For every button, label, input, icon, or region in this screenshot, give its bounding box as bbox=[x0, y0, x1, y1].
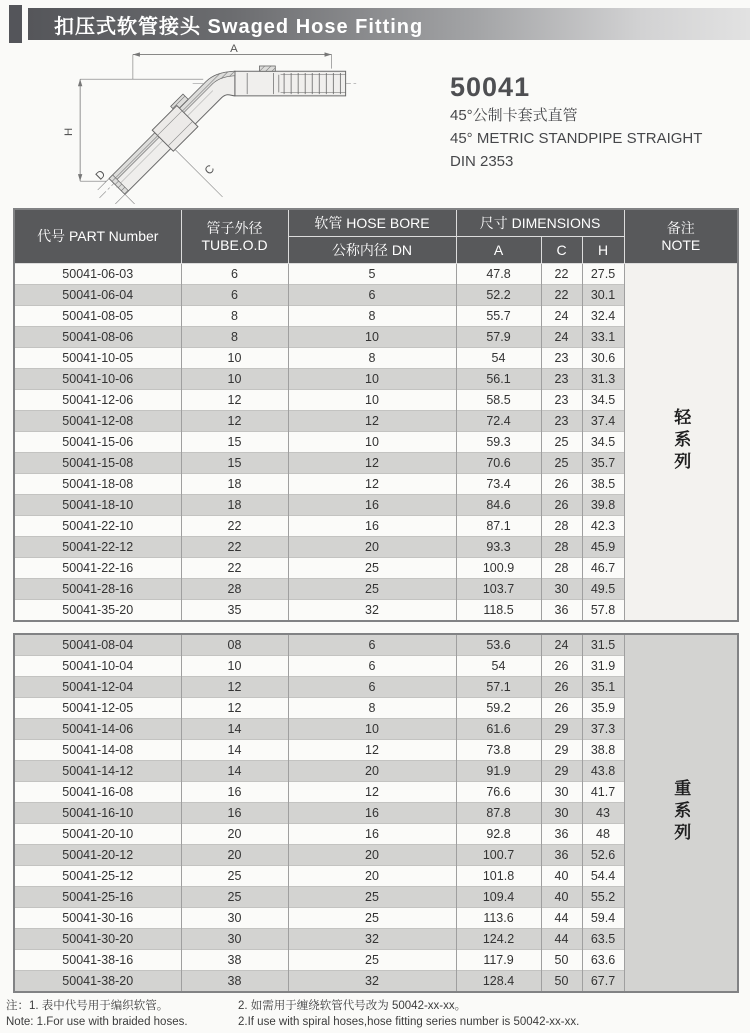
table-cell: 14 bbox=[181, 740, 288, 761]
table-cell: 16 bbox=[288, 516, 456, 537]
table-cell: 22 bbox=[181, 516, 288, 537]
table-cell: 50041-14-12 bbox=[14, 761, 181, 782]
table-cell: 6 bbox=[181, 285, 288, 306]
table-cell: 50041-38-16 bbox=[14, 950, 181, 971]
table-cell: 55.7 bbox=[456, 306, 541, 327]
col-header-tube-od bbox=[181, 209, 288, 264]
table-cell: 117.9 bbox=[456, 950, 541, 971]
table-cell: 31.3 bbox=[582, 369, 624, 390]
table-header bbox=[14, 209, 738, 264]
table-cell: 20 bbox=[181, 845, 288, 866]
table-cell: 42.3 bbox=[582, 516, 624, 537]
table-cell: 20 bbox=[181, 824, 288, 845]
table-cell: 10 bbox=[181, 656, 288, 677]
table-cell: 18 bbox=[181, 495, 288, 516]
table-cell: 6 bbox=[288, 656, 456, 677]
table-cell: 67.7 bbox=[582, 971, 624, 993]
table-cell: 38.8 bbox=[582, 740, 624, 761]
table-cell: 20 bbox=[288, 761, 456, 782]
table-cell: 41.7 bbox=[582, 782, 624, 803]
fitting-technical-drawing bbox=[62, 44, 362, 204]
table-cell: 44 bbox=[541, 908, 582, 929]
table-cell: 101.8 bbox=[456, 866, 541, 887]
table-cell: 57.1 bbox=[456, 677, 541, 698]
table-cell: 22 bbox=[541, 264, 582, 285]
table-cell: 12 bbox=[181, 411, 288, 432]
table-cell: 10 bbox=[181, 369, 288, 390]
table-cell: 44 bbox=[541, 929, 582, 950]
dim-label-d: D bbox=[93, 168, 109, 183]
table-cell: 38.5 bbox=[582, 474, 624, 495]
table-cell: 50041-06-04 bbox=[14, 285, 181, 306]
table-cell: 6 bbox=[288, 285, 456, 306]
table-cell: 12 bbox=[288, 782, 456, 803]
table-cell: 30.1 bbox=[582, 285, 624, 306]
col-header-note bbox=[624, 209, 738, 264]
table-cell: 30 bbox=[541, 579, 582, 600]
table-cell: 40 bbox=[541, 887, 582, 908]
table-cell: 128.4 bbox=[456, 971, 541, 993]
table-cell: 76.6 bbox=[456, 782, 541, 803]
table-cell: 47.8 bbox=[456, 264, 541, 285]
table-cell: 37.4 bbox=[582, 411, 624, 432]
table-cell: 23 bbox=[541, 390, 582, 411]
table-row bbox=[14, 264, 738, 285]
table-cell: 43.8 bbox=[582, 761, 624, 782]
table-cell: 25 bbox=[288, 908, 456, 929]
table-cell: 46.7 bbox=[582, 558, 624, 579]
table-cell: 50041-14-08 bbox=[14, 740, 181, 761]
table-cell: 87.8 bbox=[456, 803, 541, 824]
table-cell: 08 bbox=[181, 634, 288, 656]
table-cell: 50041-14-06 bbox=[14, 719, 181, 740]
series-note-cell bbox=[624, 264, 738, 622]
table-cell: 24 bbox=[541, 327, 582, 348]
col-header-dim-c: C bbox=[541, 237, 582, 264]
table-cell: 12 bbox=[288, 453, 456, 474]
table-cell: 25 bbox=[288, 579, 456, 600]
table-cell: 50041-22-16 bbox=[14, 558, 181, 579]
table-cell: 49.5 bbox=[582, 579, 624, 600]
table-cell: 50041-22-12 bbox=[14, 537, 181, 558]
footnotes bbox=[6, 999, 746, 1030]
table-cell: 18 bbox=[181, 474, 288, 495]
title-accent-block bbox=[9, 5, 22, 43]
table-cell: 28 bbox=[181, 579, 288, 600]
table-cell: 16 bbox=[181, 803, 288, 824]
table-cell: 84.6 bbox=[456, 495, 541, 516]
dim-label-h: H bbox=[63, 127, 76, 137]
product-name-zh: 45°公制卡套式直管 bbox=[450, 107, 578, 124]
table-cell: 50041-12-04 bbox=[14, 677, 181, 698]
table-cell: 8 bbox=[288, 348, 456, 369]
table-cell: 30 bbox=[541, 803, 582, 824]
table-cell: 6 bbox=[288, 634, 456, 656]
table-cell: 28 bbox=[541, 516, 582, 537]
table-cell: 23 bbox=[541, 369, 582, 390]
footnote-column-1 bbox=[6, 999, 238, 1030]
table-cell: 32 bbox=[288, 600, 456, 622]
table-cell: 8 bbox=[288, 306, 456, 327]
table-cell: 50041-08-06 bbox=[14, 327, 181, 348]
table-cell: 50 bbox=[541, 950, 582, 971]
table-cell: 50041-08-04 bbox=[62, 638, 134, 652]
table-cell: 36 bbox=[541, 845, 582, 866]
table-cell: 40 bbox=[541, 866, 582, 887]
table-cell: 25 bbox=[181, 866, 288, 887]
table-cell: 15 bbox=[181, 432, 288, 453]
table-cell: 23 bbox=[541, 411, 582, 432]
footnote-zh-1: 注：1. 表中代号用于编织软管。 bbox=[6, 1000, 169, 1012]
table-cell: 32.4 bbox=[582, 306, 624, 327]
footnote-en-2: 2.If use with spiral hoses,hose fitting series number is 50042-xx-xx. bbox=[238, 1015, 580, 1028]
table-cell: 93.3 bbox=[456, 537, 541, 558]
table-cell: 25 bbox=[288, 950, 456, 971]
table-cell: 50041-28-16 bbox=[14, 579, 181, 600]
series-note-label: 重系列 bbox=[671, 778, 691, 845]
note-en: NOTE bbox=[661, 236, 701, 253]
table-cell: 50041-30-20 bbox=[14, 929, 181, 950]
table-cell: 35.7 bbox=[582, 453, 624, 474]
tube-od-en: TUBE.O.D bbox=[201, 236, 268, 253]
table-cell: 87.1 bbox=[456, 516, 541, 537]
table-cell: 38 bbox=[181, 950, 288, 971]
table-cell: 16 bbox=[288, 803, 456, 824]
page-title: 扣压式软管接头 Swaged Hose Fitting bbox=[54, 15, 424, 38]
table-cell: 24 bbox=[541, 306, 582, 327]
table-cell: 59.3 bbox=[456, 432, 541, 453]
table-cell: 25 bbox=[288, 558, 456, 579]
table-cell: 92.8 bbox=[456, 824, 541, 845]
table-cell: 22 bbox=[541, 285, 582, 306]
table-cell: 100.9 bbox=[456, 558, 541, 579]
table-cell: 25 bbox=[541, 432, 582, 453]
table-cell: 12 bbox=[288, 474, 456, 495]
table-cell: 26 bbox=[541, 698, 582, 719]
table-cell: 50041-25-12 bbox=[14, 866, 181, 887]
ferrule-stop bbox=[259, 66, 275, 71]
table-cell: 113.6 bbox=[456, 908, 541, 929]
table-cell: 32 bbox=[288, 929, 456, 950]
table-cell: 59.4 bbox=[582, 908, 624, 929]
table-cell: 54 bbox=[456, 348, 541, 369]
series-note-cell bbox=[624, 634, 738, 992]
table-cell: 20 bbox=[288, 537, 456, 558]
table-cell: 26 bbox=[541, 474, 582, 495]
table-cell: 22 bbox=[181, 537, 288, 558]
table-cell: 5 bbox=[288, 264, 456, 285]
table-cell: 50041-22-10 bbox=[14, 516, 181, 537]
table-cell: 37.3 bbox=[582, 719, 624, 740]
table-cell: 57.9 bbox=[456, 327, 541, 348]
table-cell: 20 bbox=[288, 845, 456, 866]
table-cell: 29 bbox=[541, 719, 582, 740]
table-cell: 50041-12-05 bbox=[14, 698, 181, 719]
table-cell: 29 bbox=[541, 740, 582, 761]
table-cell: 34.5 bbox=[582, 432, 624, 453]
table-cell: 50041-35-20 bbox=[14, 600, 181, 622]
table-cell: 50041-30-16 bbox=[14, 908, 181, 929]
table-cell: 10 bbox=[288, 719, 456, 740]
footnote-column-2 bbox=[238, 999, 746, 1030]
table-cell: 30 bbox=[181, 929, 288, 950]
table-cell: 103.7 bbox=[456, 579, 541, 600]
table-cell: 63.5 bbox=[582, 929, 624, 950]
table-cell: 39.8 bbox=[582, 495, 624, 516]
table-cell: 32 bbox=[288, 971, 456, 993]
table-cell: 53.6 bbox=[456, 634, 541, 656]
table-cell: 10 bbox=[288, 432, 456, 453]
table-cell: 50041-18-08 bbox=[14, 474, 181, 495]
spec-table-heavy-series bbox=[13, 633, 739, 993]
table-cell: 50041-25-16 bbox=[14, 887, 181, 908]
table-cell: 52.6 bbox=[582, 845, 624, 866]
table-cell: 16 bbox=[288, 495, 456, 516]
table-cell: 58.5 bbox=[456, 390, 541, 411]
table-cell: 50 bbox=[541, 971, 582, 993]
product-model: 50041 bbox=[450, 72, 531, 102]
col-header-dim-h: H bbox=[582, 237, 624, 264]
table-cell: 35.9 bbox=[582, 698, 624, 719]
table-cell: 10 bbox=[288, 390, 456, 411]
table-cell: 35 bbox=[181, 600, 288, 622]
spec-tables bbox=[13, 208, 737, 993]
table-cell: 61.6 bbox=[456, 719, 541, 740]
table-cell: 12 bbox=[288, 740, 456, 761]
table-cell: 10 bbox=[288, 327, 456, 348]
footnote-en-1: Note: 1.For use with braided hoses. bbox=[6, 1015, 188, 1028]
table-cell: 12 bbox=[181, 390, 288, 411]
table-cell: 50041-20-12 bbox=[14, 845, 181, 866]
table-cell: 15 bbox=[181, 453, 288, 474]
table-cell: 35.1 bbox=[582, 677, 624, 698]
table-cell: 31.5 bbox=[582, 634, 624, 656]
table-cell: 30 bbox=[181, 908, 288, 929]
table-cell: 20 bbox=[288, 866, 456, 887]
product-standard: DIN 2353 bbox=[450, 152, 514, 170]
table-cell: 45.9 bbox=[582, 537, 624, 558]
table-cell: 50041-08-05 bbox=[14, 306, 181, 327]
table-cell: 50041-10-04 bbox=[14, 656, 181, 677]
note-zh: 备注 bbox=[666, 220, 695, 237]
light-series-rows bbox=[14, 264, 738, 622]
table-cell: 24 bbox=[541, 634, 582, 656]
col-header-dim-a: A bbox=[456, 237, 541, 264]
table-cell: 70.6 bbox=[456, 453, 541, 474]
series-note-label: 轻系列 bbox=[671, 407, 691, 474]
table-cell: 57.8 bbox=[582, 600, 624, 622]
table-cell: 55.2 bbox=[582, 887, 624, 908]
table-cell: 28 bbox=[541, 537, 582, 558]
table-cell: 34.5 bbox=[582, 390, 624, 411]
table-cell: 31.9 bbox=[582, 656, 624, 677]
table-cell: 50041-15-06 bbox=[14, 432, 181, 453]
footnote-zh-2: 2. 如需用于缠绕软管代号改为 50042-xx-xx。 bbox=[238, 1000, 467, 1012]
table-cell: 50041-06-03 bbox=[62, 267, 134, 281]
table-cell: 50041-12-08 bbox=[14, 411, 181, 432]
tube-od-zh: 管子外径 bbox=[206, 220, 263, 237]
table-cell: 26 bbox=[541, 495, 582, 516]
table-cell: 36 bbox=[541, 824, 582, 845]
table-cell: 23 bbox=[541, 348, 582, 369]
col-header-part-number: 代号 PART Number bbox=[14, 209, 181, 264]
col-header-hose-bore: 软管 HOSE BORE bbox=[288, 209, 456, 237]
dim-label-c: C bbox=[202, 163, 218, 178]
table-cell: 54.4 bbox=[582, 866, 624, 887]
table-cell: 14 bbox=[181, 761, 288, 782]
table-cell: 16 bbox=[288, 824, 456, 845]
table-cell: 73.4 bbox=[456, 474, 541, 495]
table-cell: 33.1 bbox=[582, 327, 624, 348]
table-cell: 50041-18-10 bbox=[14, 495, 181, 516]
product-info bbox=[450, 72, 702, 171]
table-cell: 73.8 bbox=[456, 740, 541, 761]
heavy-series-rows bbox=[14, 634, 738, 992]
table-cell: 43 bbox=[582, 803, 624, 824]
table-cell: 8 bbox=[181, 327, 288, 348]
table-cell: 12 bbox=[181, 698, 288, 719]
table-cell: 8 bbox=[181, 306, 288, 327]
table-cell: 118.5 bbox=[456, 600, 541, 622]
table-cell: 50041-15-08 bbox=[14, 453, 181, 474]
table-cell: 29 bbox=[541, 761, 582, 782]
table-cell: 124.2 bbox=[456, 929, 541, 950]
table-cell: 10 bbox=[181, 348, 288, 369]
table-cell: 22 bbox=[181, 558, 288, 579]
table-cell: 8 bbox=[288, 698, 456, 719]
table-cell: 30 bbox=[541, 782, 582, 803]
dim-label-a: A bbox=[230, 44, 238, 55]
table-cell: 30.6 bbox=[582, 348, 624, 369]
table-cell: 26 bbox=[541, 656, 582, 677]
table-cell: 50041-38-20 bbox=[14, 971, 181, 993]
table-cell: 54 bbox=[456, 656, 541, 677]
table-cell: 25 bbox=[541, 453, 582, 474]
table-cell: 59.2 bbox=[456, 698, 541, 719]
table-cell: 25 bbox=[288, 887, 456, 908]
table-cell: 100.7 bbox=[456, 845, 541, 866]
table-cell: 109.4 bbox=[456, 887, 541, 908]
table-cell: 52.2 bbox=[456, 285, 541, 306]
table-cell: 50041-16-08 bbox=[14, 782, 181, 803]
product-name-en: 45° METRIC STANDPIPE STRAIGHT bbox=[450, 129, 703, 147]
table-cell: 56.1 bbox=[456, 369, 541, 390]
table-cell: 50041-12-06 bbox=[14, 390, 181, 411]
table-cell: 12 bbox=[181, 677, 288, 698]
table-cell: 50041-10-05 bbox=[14, 348, 181, 369]
table-cell: 48 bbox=[582, 824, 624, 845]
col-header-dn: 公称内径 DN bbox=[288, 237, 456, 264]
table-cell: 50041-16-10 bbox=[14, 803, 181, 824]
table-cell: 16 bbox=[181, 782, 288, 803]
table-cell: 14 bbox=[181, 719, 288, 740]
table-cell: 27.5 bbox=[582, 264, 624, 285]
table-cell: 25 bbox=[181, 887, 288, 908]
table-cell: 12 bbox=[288, 411, 456, 432]
table-cell: 26 bbox=[541, 677, 582, 698]
table-cell: 91.9 bbox=[456, 761, 541, 782]
table-row bbox=[14, 634, 738, 656]
col-header-dimensions: 尺寸 DIMENSIONS bbox=[456, 209, 624, 237]
table-cell: 10 bbox=[288, 369, 456, 390]
table-cell: 38 bbox=[181, 971, 288, 993]
table-cell: 63.6 bbox=[582, 950, 624, 971]
table-cell: 72.4 bbox=[456, 411, 541, 432]
table-cell: 50041-20-10 bbox=[14, 824, 181, 845]
table-cell: 50041-10-06 bbox=[14, 369, 181, 390]
table-cell: 6 bbox=[181, 264, 288, 285]
table-cell: 36 bbox=[541, 600, 582, 622]
table-cell: 6 bbox=[288, 677, 456, 698]
table-cell: 28 bbox=[541, 558, 582, 579]
spec-table-light-series bbox=[13, 208, 739, 622]
page-title-bar bbox=[28, 8, 750, 40]
